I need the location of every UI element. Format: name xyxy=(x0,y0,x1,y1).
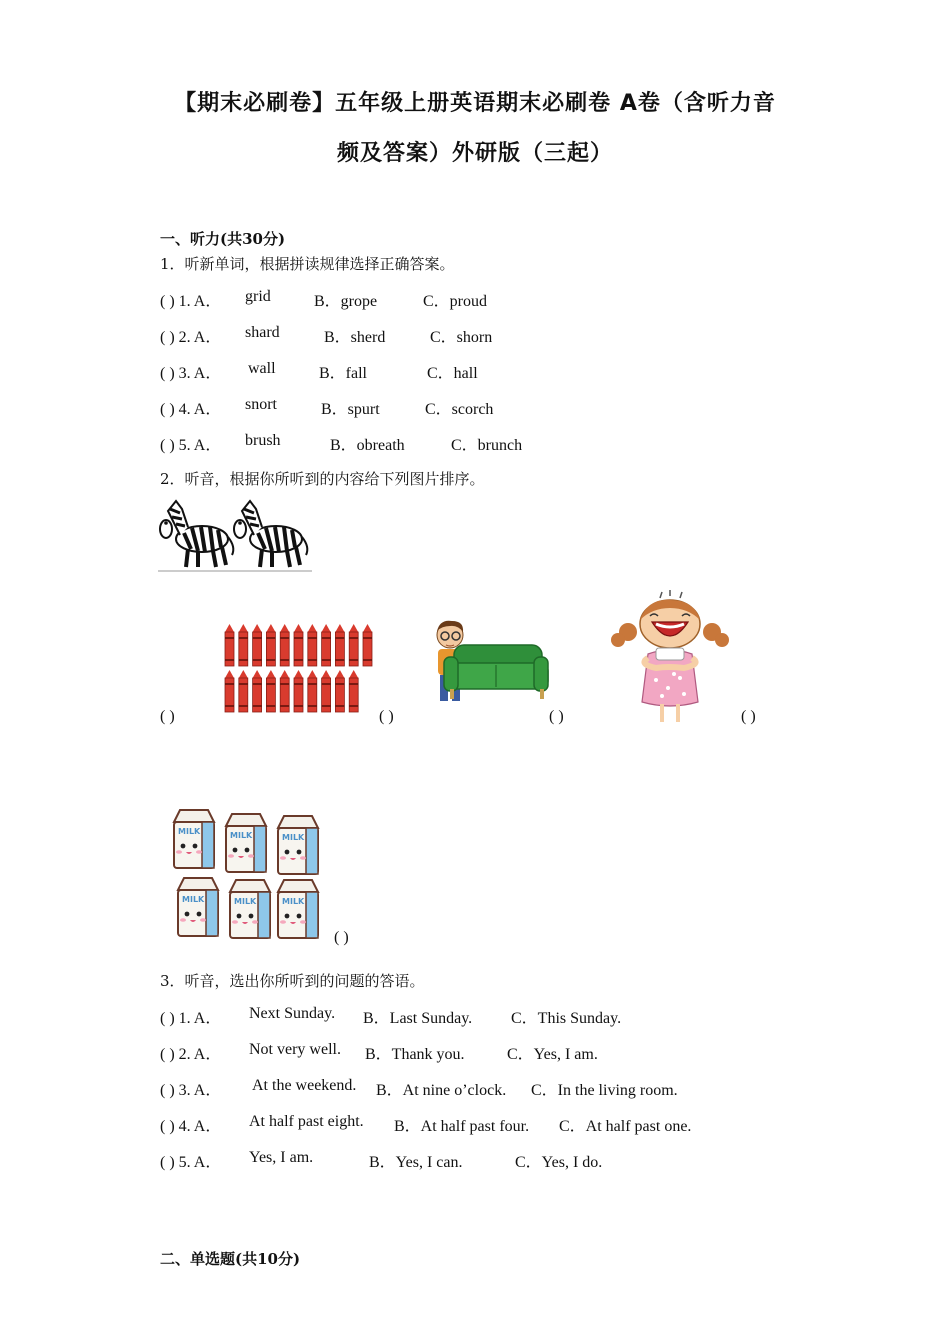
crayon-icon xyxy=(280,624,289,666)
crayon-icon xyxy=(335,670,344,712)
crayon-icon xyxy=(294,670,303,712)
crayon-icon xyxy=(308,624,317,666)
zebra-icon xyxy=(160,501,233,567)
zebras-picture xyxy=(158,497,312,573)
q2-blank-5[interactable]: ( ) xyxy=(334,929,349,946)
question-3-prompt: 3．听音，选出你所听到的问题的答语。 xyxy=(160,972,425,990)
crayon-icon xyxy=(322,624,331,666)
crayon-icon xyxy=(280,670,289,712)
milk-carton-icon xyxy=(230,880,270,938)
crayon-icon xyxy=(253,670,262,712)
q3-item-4-option-a: At half past eight. xyxy=(249,1113,364,1130)
q1-item-3-option-b: B．fall xyxy=(319,365,367,382)
q1-item-1-number[interactable]: ( ) 1. A． xyxy=(160,293,222,310)
milk-cartons-picture xyxy=(168,806,324,944)
zebra-icon xyxy=(234,501,307,567)
q2-blank-2[interactable]: ( ) xyxy=(379,708,394,725)
q3-item-2-option-b: B．Thank you. xyxy=(365,1046,465,1063)
q3-item-5-number[interactable]: ( ) 5. A． xyxy=(160,1154,222,1171)
q1-item-5-option-a: brush xyxy=(245,432,281,449)
milk-carton-icon xyxy=(226,814,266,872)
q1-item-3-option-c: C．hall xyxy=(427,365,478,382)
crayon-icon xyxy=(225,624,234,666)
document-title-line-1: 【期末必刷卷】五年级上册英语期末必刷卷 A卷（含听力音 xyxy=(174,91,776,116)
crayon-icon xyxy=(253,624,262,666)
q2-blank-4[interactable]: ( ) xyxy=(741,708,756,725)
q1-item-4-number[interactable]: ( ) 4. A． xyxy=(160,401,222,418)
milk-label: MILK xyxy=(234,897,257,906)
q3-item-2-option-a: Not very well. xyxy=(249,1041,341,1058)
q1-item-1-option-a: grid xyxy=(245,288,271,305)
crayon-icon xyxy=(349,624,358,666)
boy-and-sofa-picture xyxy=(428,617,548,705)
q3-item-2-number[interactable]: ( ) 2. A． xyxy=(160,1046,222,1063)
q3-item-4-option-c: C．At half past one. xyxy=(559,1118,692,1135)
q3-item-1-option-a: Next Sunday. xyxy=(249,1005,336,1022)
q3-item-3-option-a: At the weekend. xyxy=(252,1077,357,1094)
q1-item-5-option-c: C．brunch xyxy=(451,437,523,454)
q2-blank-1[interactable]: ( ) xyxy=(160,708,175,725)
section-1-heading: 一、听力(共30分) xyxy=(160,230,286,248)
q3-item-5-option-a: Yes, I am. xyxy=(249,1149,314,1166)
milk-label: MILK xyxy=(178,827,201,836)
q1-item-5-number[interactable]: ( ) 5. A． xyxy=(160,437,222,454)
q3-item-4-number[interactable]: ( ) 4. A． xyxy=(160,1118,222,1135)
q3-item-5-option-b: B．Yes, I can. xyxy=(369,1154,463,1171)
q1-item-3-option-a: wall xyxy=(248,360,276,377)
question-1-prompt: 1．听新单词，根据拼读规律选择正确答案。 xyxy=(160,255,455,273)
q1-item-2-option-a: shard xyxy=(245,324,280,341)
q3-item-3-option-b: B．At nine o’clock. xyxy=(376,1082,507,1099)
crayon-icon xyxy=(335,624,344,666)
q1-item-5-option-b: B．obreath xyxy=(330,437,405,454)
girl-icon xyxy=(611,590,729,722)
milk-label: MILK xyxy=(182,895,205,904)
crayon-icon xyxy=(239,670,248,712)
crayon-icon xyxy=(294,624,303,666)
q1-item-1-option-b: B．grope xyxy=(314,293,378,310)
crayon-icon xyxy=(363,624,372,666)
crayon-icon xyxy=(349,670,358,712)
q3-item-2-option-c: C．Yes, I am. xyxy=(507,1046,598,1063)
q3-item-1-number[interactable]: ( ) 1. A． xyxy=(160,1010,222,1027)
milk-carton-icon xyxy=(278,816,318,874)
document-title-line-2: 频及答案）外研版（三起） xyxy=(336,141,613,166)
q2-blank-3[interactable]: ( ) xyxy=(549,708,564,725)
q3-item-1-option-b: B．Last Sunday. xyxy=(363,1010,473,1027)
crayon-icon xyxy=(266,624,275,666)
crayons-picture xyxy=(222,624,378,714)
milk-label: MILK xyxy=(282,897,305,906)
q3-item-1-option-c: C．This Sunday. xyxy=(511,1010,622,1027)
crayon-icon xyxy=(225,670,234,712)
milk-label: MILK xyxy=(230,831,253,840)
q1-item-3-number[interactable]: ( ) 3. A． xyxy=(160,365,222,382)
crayon-icon xyxy=(239,624,248,666)
q1-item-2-number[interactable]: ( ) 2. A． xyxy=(160,329,222,346)
q3-item-3-number[interactable]: ( ) 3. A． xyxy=(160,1082,222,1099)
q1-item-4-option-b: B．spurt xyxy=(321,401,380,418)
q1-item-2-option-b: B．sherd xyxy=(324,329,386,346)
q1-item-2-option-c: C．shorn xyxy=(430,329,493,346)
q3-item-3-option-c: C．In the living room. xyxy=(531,1082,678,1099)
q3-item-5-option-c: C．Yes, I do. xyxy=(515,1154,603,1171)
milk-label: MILK xyxy=(282,833,305,842)
milk-carton-icon xyxy=(278,880,318,938)
q1-item-4-option-c: C．scorch xyxy=(425,401,494,418)
section-2-heading: 二、单选题(共10分) xyxy=(160,1250,301,1268)
milk-carton-icon xyxy=(174,810,214,868)
crayon-icon xyxy=(308,670,317,712)
milk-carton-icon xyxy=(178,878,218,936)
laughing-girl-picture xyxy=(608,590,732,724)
q1-item-1-option-c: C．proud xyxy=(423,293,488,310)
q1-item-4-option-a: snort xyxy=(245,396,277,413)
question-2-prompt: 2．听音，根据你所听到的内容给下列图片排序。 xyxy=(160,470,485,488)
crayon-icon xyxy=(322,670,331,712)
crayon-icon xyxy=(266,670,275,712)
q3-item-4-option-b: B．At half past four. xyxy=(394,1118,530,1135)
